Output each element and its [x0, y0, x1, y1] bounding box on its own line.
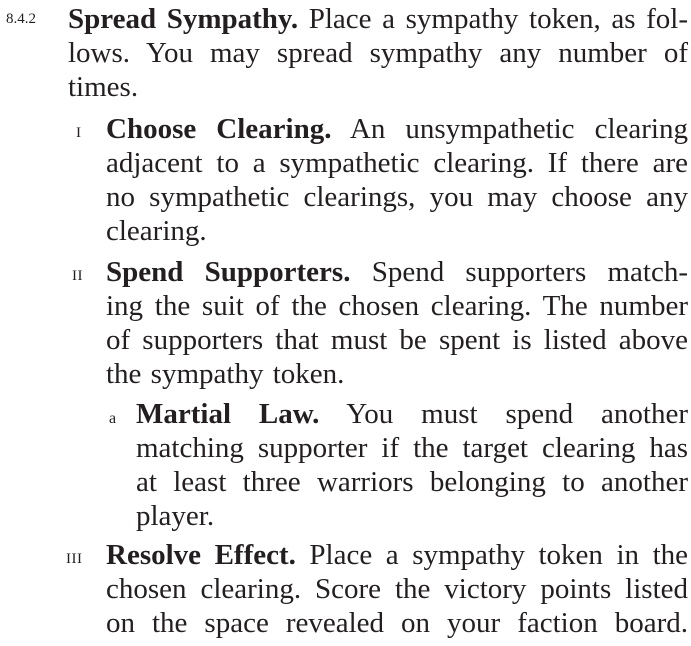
step-line: at least three warriors belonging to another — [136, 466, 688, 498]
step-title: Martial Law. — [136, 398, 320, 430]
rule-spread-sympathy — [68, 2, 688, 104]
step-line: on the space revealed on your faction board. — [106, 607, 688, 639]
rule-line: times. — [68, 71, 139, 103]
step-line: Choose Clearing. An unsympathetic clearing — [106, 113, 688, 145]
step-marker-ii: II — [72, 268, 83, 284]
step-title: Choose Clearing. — [106, 113, 332, 145]
step-marker-i: I — [76, 125, 82, 141]
step-line: ing the suit of the chosen clearing. The number — [106, 290, 688, 322]
step-line: Spend Supporters. Spend supporters match- — [106, 256, 688, 288]
rule-line: lows. You may spread sympathy any number of — [68, 37, 688, 69]
step-title: Resolve Effect. — [106, 539, 296, 571]
step-marker-a: a — [109, 410, 117, 427]
step-line: of supporters that must be spent is listed above — [106, 324, 688, 356]
step-choose-clearing — [106, 112, 688, 248]
step-spend-supporters — [106, 255, 688, 391]
step-line: player. — [136, 500, 215, 532]
rule-title: Spread Sympathy. — [68, 3, 299, 35]
step-line: chosen clearing. Score the victory points listed — [106, 573, 688, 605]
step-marker-iii: III — [66, 551, 83, 567]
step-resolve-effect — [106, 538, 688, 640]
rule-number: 8.4.2 — [6, 11, 36, 27]
step-line: clearing. — [106, 215, 207, 247]
step-line: matching supporter if the target clearing has — [136, 432, 688, 464]
step-line: no sympathetic clearings, you may choose any — [106, 181, 688, 213]
rule-line: Spread Sympathy. Place a sympathy token, as fol- — [68, 3, 688, 35]
step-line: the sympathy token. — [106, 358, 345, 390]
step-line: Resolve Effect. Place a sympathy token in the — [106, 539, 689, 571]
step-line: adjacent to a sympathetic clearing. If there are — [106, 147, 688, 179]
step-title: Spend Supporters. — [106, 256, 351, 288]
step-line: Martial Law. You must spend another — [136, 398, 689, 430]
step-martial-law — [136, 397, 688, 533]
